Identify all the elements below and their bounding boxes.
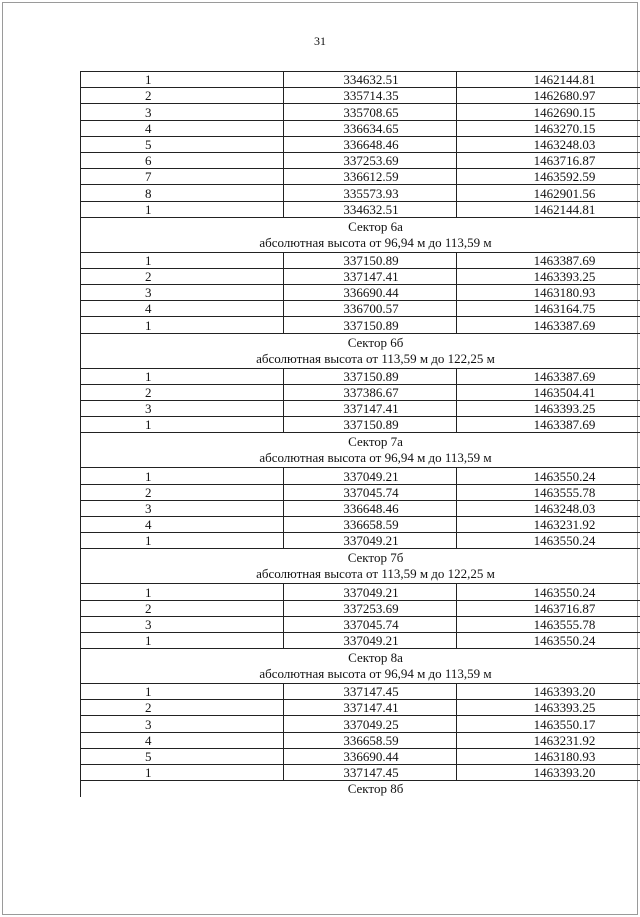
point-number-cell: 2 — [81, 268, 284, 284]
y-coordinate-cell: 1462690.15 — [457, 104, 640, 120]
sector-header-cell — [81, 649, 640, 684]
point-number-cell: 1 — [81, 317, 284, 333]
point-number-cell: 3 — [81, 401, 284, 417]
point-number-cell: 2 — [81, 384, 284, 400]
table-row — [81, 516, 640, 532]
point-number-cell: 1 — [81, 417, 284, 433]
table-row — [81, 368, 640, 384]
point-number-cell: 1 — [81, 252, 284, 268]
point-number-cell: 2 — [81, 700, 284, 716]
y-coordinate-cell: 1462901.56 — [457, 185, 640, 201]
coordinates-table — [80, 71, 640, 797]
sector-title: Сектор 6б — [347, 334, 404, 350]
y-coordinate-cell: 1463550.24 — [457, 533, 640, 549]
table-row — [81, 169, 640, 185]
table-row — [81, 384, 640, 400]
table-row — [81, 716, 640, 732]
y-coordinate-cell: 1463248.03 — [457, 136, 640, 152]
point-number-cell: 1 — [81, 684, 284, 700]
point-number-cell: 3 — [81, 285, 284, 301]
x-coordinate-cell: 337150.89 — [284, 317, 457, 333]
x-coordinate-cell: 336648.46 — [284, 500, 457, 516]
table-row — [81, 401, 640, 417]
table-row — [81, 600, 640, 616]
table-row — [81, 285, 640, 301]
point-number-cell: 1 — [81, 765, 284, 781]
y-coordinate-cell: 1463592.59 — [457, 169, 640, 185]
table-row — [81, 732, 640, 748]
y-coordinate-cell: 1463164.75 — [457, 301, 640, 317]
sector-header-cell — [81, 549, 640, 584]
table-row — [81, 185, 640, 201]
table-row — [81, 700, 640, 716]
y-coordinate-cell: 1463248.03 — [457, 500, 640, 516]
x-coordinate-cell: 337049.21 — [284, 584, 457, 600]
table-row — [81, 301, 640, 317]
table-row — [81, 500, 640, 516]
x-coordinate-cell: 337147.45 — [284, 684, 457, 700]
x-coordinate-cell: 337147.41 — [284, 401, 457, 417]
y-coordinate-cell: 1463716.87 — [457, 152, 640, 168]
y-coordinate-cell: 1462144.81 — [457, 201, 640, 217]
table-row — [81, 104, 640, 120]
y-coordinate-cell: 1463550.24 — [457, 584, 640, 600]
point-number-cell: 5 — [81, 748, 284, 764]
point-number-cell: 3 — [81, 716, 284, 732]
x-coordinate-cell: 336612.59 — [284, 169, 457, 185]
sector-header-row — [81, 649, 640, 684]
page-number: 31 — [314, 34, 326, 48]
x-coordinate-cell: 337386.67 — [284, 384, 457, 400]
sector-header-cell — [81, 333, 640, 368]
table-row — [81, 252, 640, 268]
table-row — [81, 201, 640, 217]
x-coordinate-cell: 337147.41 — [284, 700, 457, 716]
sector-header-cell — [81, 433, 640, 468]
point-number-cell: 4 — [81, 120, 284, 136]
y-coordinate-cell: 1463231.92 — [457, 732, 640, 748]
x-coordinate-cell: 336648.46 — [284, 136, 457, 152]
sector-altitude-range: абсолютная высота от 96,94 м до 113,59 м — [259, 234, 492, 250]
point-number-cell: 4 — [81, 301, 284, 317]
sector-header-cell — [81, 217, 640, 252]
sector-header-row — [81, 433, 640, 468]
y-coordinate-cell: 1463393.25 — [457, 700, 640, 716]
point-number-cell: 2 — [81, 600, 284, 616]
x-coordinate-cell: 335708.65 — [284, 104, 457, 120]
x-coordinate-cell: 337147.45 — [284, 765, 457, 781]
x-coordinate-cell: 334632.51 — [284, 201, 457, 217]
table-row — [81, 317, 640, 333]
x-coordinate-cell: 335573.93 — [284, 185, 457, 201]
table-row — [81, 120, 640, 136]
x-coordinate-cell: 336658.59 — [284, 516, 457, 532]
y-coordinate-cell: 1463393.20 — [457, 765, 640, 781]
y-coordinate-cell: 1463550.24 — [457, 468, 640, 484]
table-row — [81, 152, 640, 168]
y-coordinate-cell: 1463393.25 — [457, 268, 640, 284]
sector-header-row — [81, 217, 640, 252]
x-coordinate-cell: 337049.21 — [284, 533, 457, 549]
x-coordinate-cell: 337150.89 — [284, 252, 457, 268]
x-coordinate-cell: 336690.44 — [284, 748, 457, 764]
sector-title: Сектор 7б — [347, 550, 404, 566]
sector-header-row — [81, 781, 640, 798]
point-number-cell: 2 — [81, 484, 284, 500]
point-number-cell: 2 — [81, 88, 284, 104]
point-number-cell: 7 — [81, 169, 284, 185]
table-row — [81, 136, 640, 152]
y-coordinate-cell: 1463387.69 — [457, 252, 640, 268]
x-coordinate-cell: 337049.21 — [284, 632, 457, 648]
y-coordinate-cell: 1463180.93 — [457, 285, 640, 301]
x-coordinate-cell: 337045.74 — [284, 616, 457, 632]
y-coordinate-cell: 1463716.87 — [457, 600, 640, 616]
y-coordinate-cell: 1463550.24 — [457, 632, 640, 648]
y-coordinate-cell: 1463231.92 — [457, 516, 640, 532]
x-coordinate-cell: 334632.51 — [284, 72, 457, 88]
x-coordinate-cell: 337150.89 — [284, 368, 457, 384]
x-coordinate-cell: 337045.74 — [284, 484, 457, 500]
x-coordinate-cell: 336690.44 — [284, 285, 457, 301]
table-row — [81, 584, 640, 600]
x-coordinate-cell: 337147.41 — [284, 268, 457, 284]
table-row — [81, 88, 640, 104]
x-coordinate-cell: 336658.59 — [284, 732, 457, 748]
point-number-cell: 1 — [81, 468, 284, 484]
y-coordinate-cell: 1463393.20 — [457, 684, 640, 700]
y-coordinate-cell: 1463504.41 — [457, 384, 640, 400]
table-row — [81, 684, 640, 700]
point-number-cell: 6 — [81, 152, 284, 168]
y-coordinate-cell: 1463270.15 — [457, 120, 640, 136]
y-coordinate-cell: 1463550.17 — [457, 716, 640, 732]
y-coordinate-cell: 1463180.93 — [457, 748, 640, 764]
x-coordinate-cell: 337049.21 — [284, 468, 457, 484]
point-number-cell: 4 — [81, 516, 284, 532]
point-number-cell: 1 — [81, 632, 284, 648]
point-number-cell: 3 — [81, 500, 284, 516]
point-number-cell: 1 — [81, 201, 284, 217]
y-coordinate-cell: 1463387.69 — [457, 368, 640, 384]
y-coordinate-cell: 1462680.97 — [457, 88, 640, 104]
table-row — [81, 616, 640, 632]
x-coordinate-cell: 337253.69 — [284, 152, 457, 168]
point-number-cell: 1 — [81, 533, 284, 549]
sector-header-row — [81, 333, 640, 368]
point-number-cell: 1 — [81, 72, 284, 88]
point-number-cell: 5 — [81, 136, 284, 152]
table-row — [81, 765, 640, 781]
sector-header-cell — [81, 781, 640, 798]
sector-altitude-range: абсолютная высота от 113,59 м до 122,25 м — [256, 350, 495, 366]
table-row — [81, 533, 640, 549]
table-row — [81, 484, 640, 500]
y-coordinate-cell: 1463555.78 — [457, 484, 640, 500]
x-coordinate-cell: 336634.65 — [284, 120, 457, 136]
x-coordinate-cell: 336700.57 — [284, 301, 457, 317]
y-coordinate-cell: 1463387.69 — [457, 417, 640, 433]
point-number-cell: 8 — [81, 185, 284, 201]
point-number-cell: 3 — [81, 104, 284, 120]
sector-altitude-range: абсолютная высота от 96,94 м до 113,59 м — [259, 666, 492, 682]
x-coordinate-cell: 337150.89 — [284, 417, 457, 433]
y-coordinate-cell: 1463555.78 — [457, 616, 640, 632]
sector-header-row — [81, 549, 640, 584]
sector-title: Сектор 7а — [348, 434, 403, 450]
table-row — [81, 468, 640, 484]
y-coordinate-cell: 1463387.69 — [457, 317, 640, 333]
x-coordinate-cell: 337253.69 — [284, 600, 457, 616]
table-row — [81, 748, 640, 764]
point-number-cell: 1 — [81, 584, 284, 600]
y-coordinate-cell: 1463393.25 — [457, 401, 640, 417]
sector-title: Сектор 6а — [348, 218, 403, 234]
sector-title: Сектор 8б — [347, 781, 404, 797]
x-coordinate-cell: 335714.35 — [284, 88, 457, 104]
sector-altitude-range: абсолютная высота от 113,59 м до 122,25 м — [256, 566, 495, 582]
point-number-cell: 3 — [81, 616, 284, 632]
point-number-cell: 1 — [81, 368, 284, 384]
table-row — [81, 268, 640, 284]
sector-title: Сектор 8а — [348, 650, 403, 666]
point-number-cell: 4 — [81, 732, 284, 748]
table-row — [81, 72, 640, 88]
table-row — [81, 417, 640, 433]
sector-altitude-range: абсолютная высота от 96,94 м до 113,59 м — [259, 450, 492, 466]
x-coordinate-cell: 337049.25 — [284, 716, 457, 732]
table-row — [81, 632, 640, 648]
y-coordinate-cell: 1462144.81 — [457, 72, 640, 88]
